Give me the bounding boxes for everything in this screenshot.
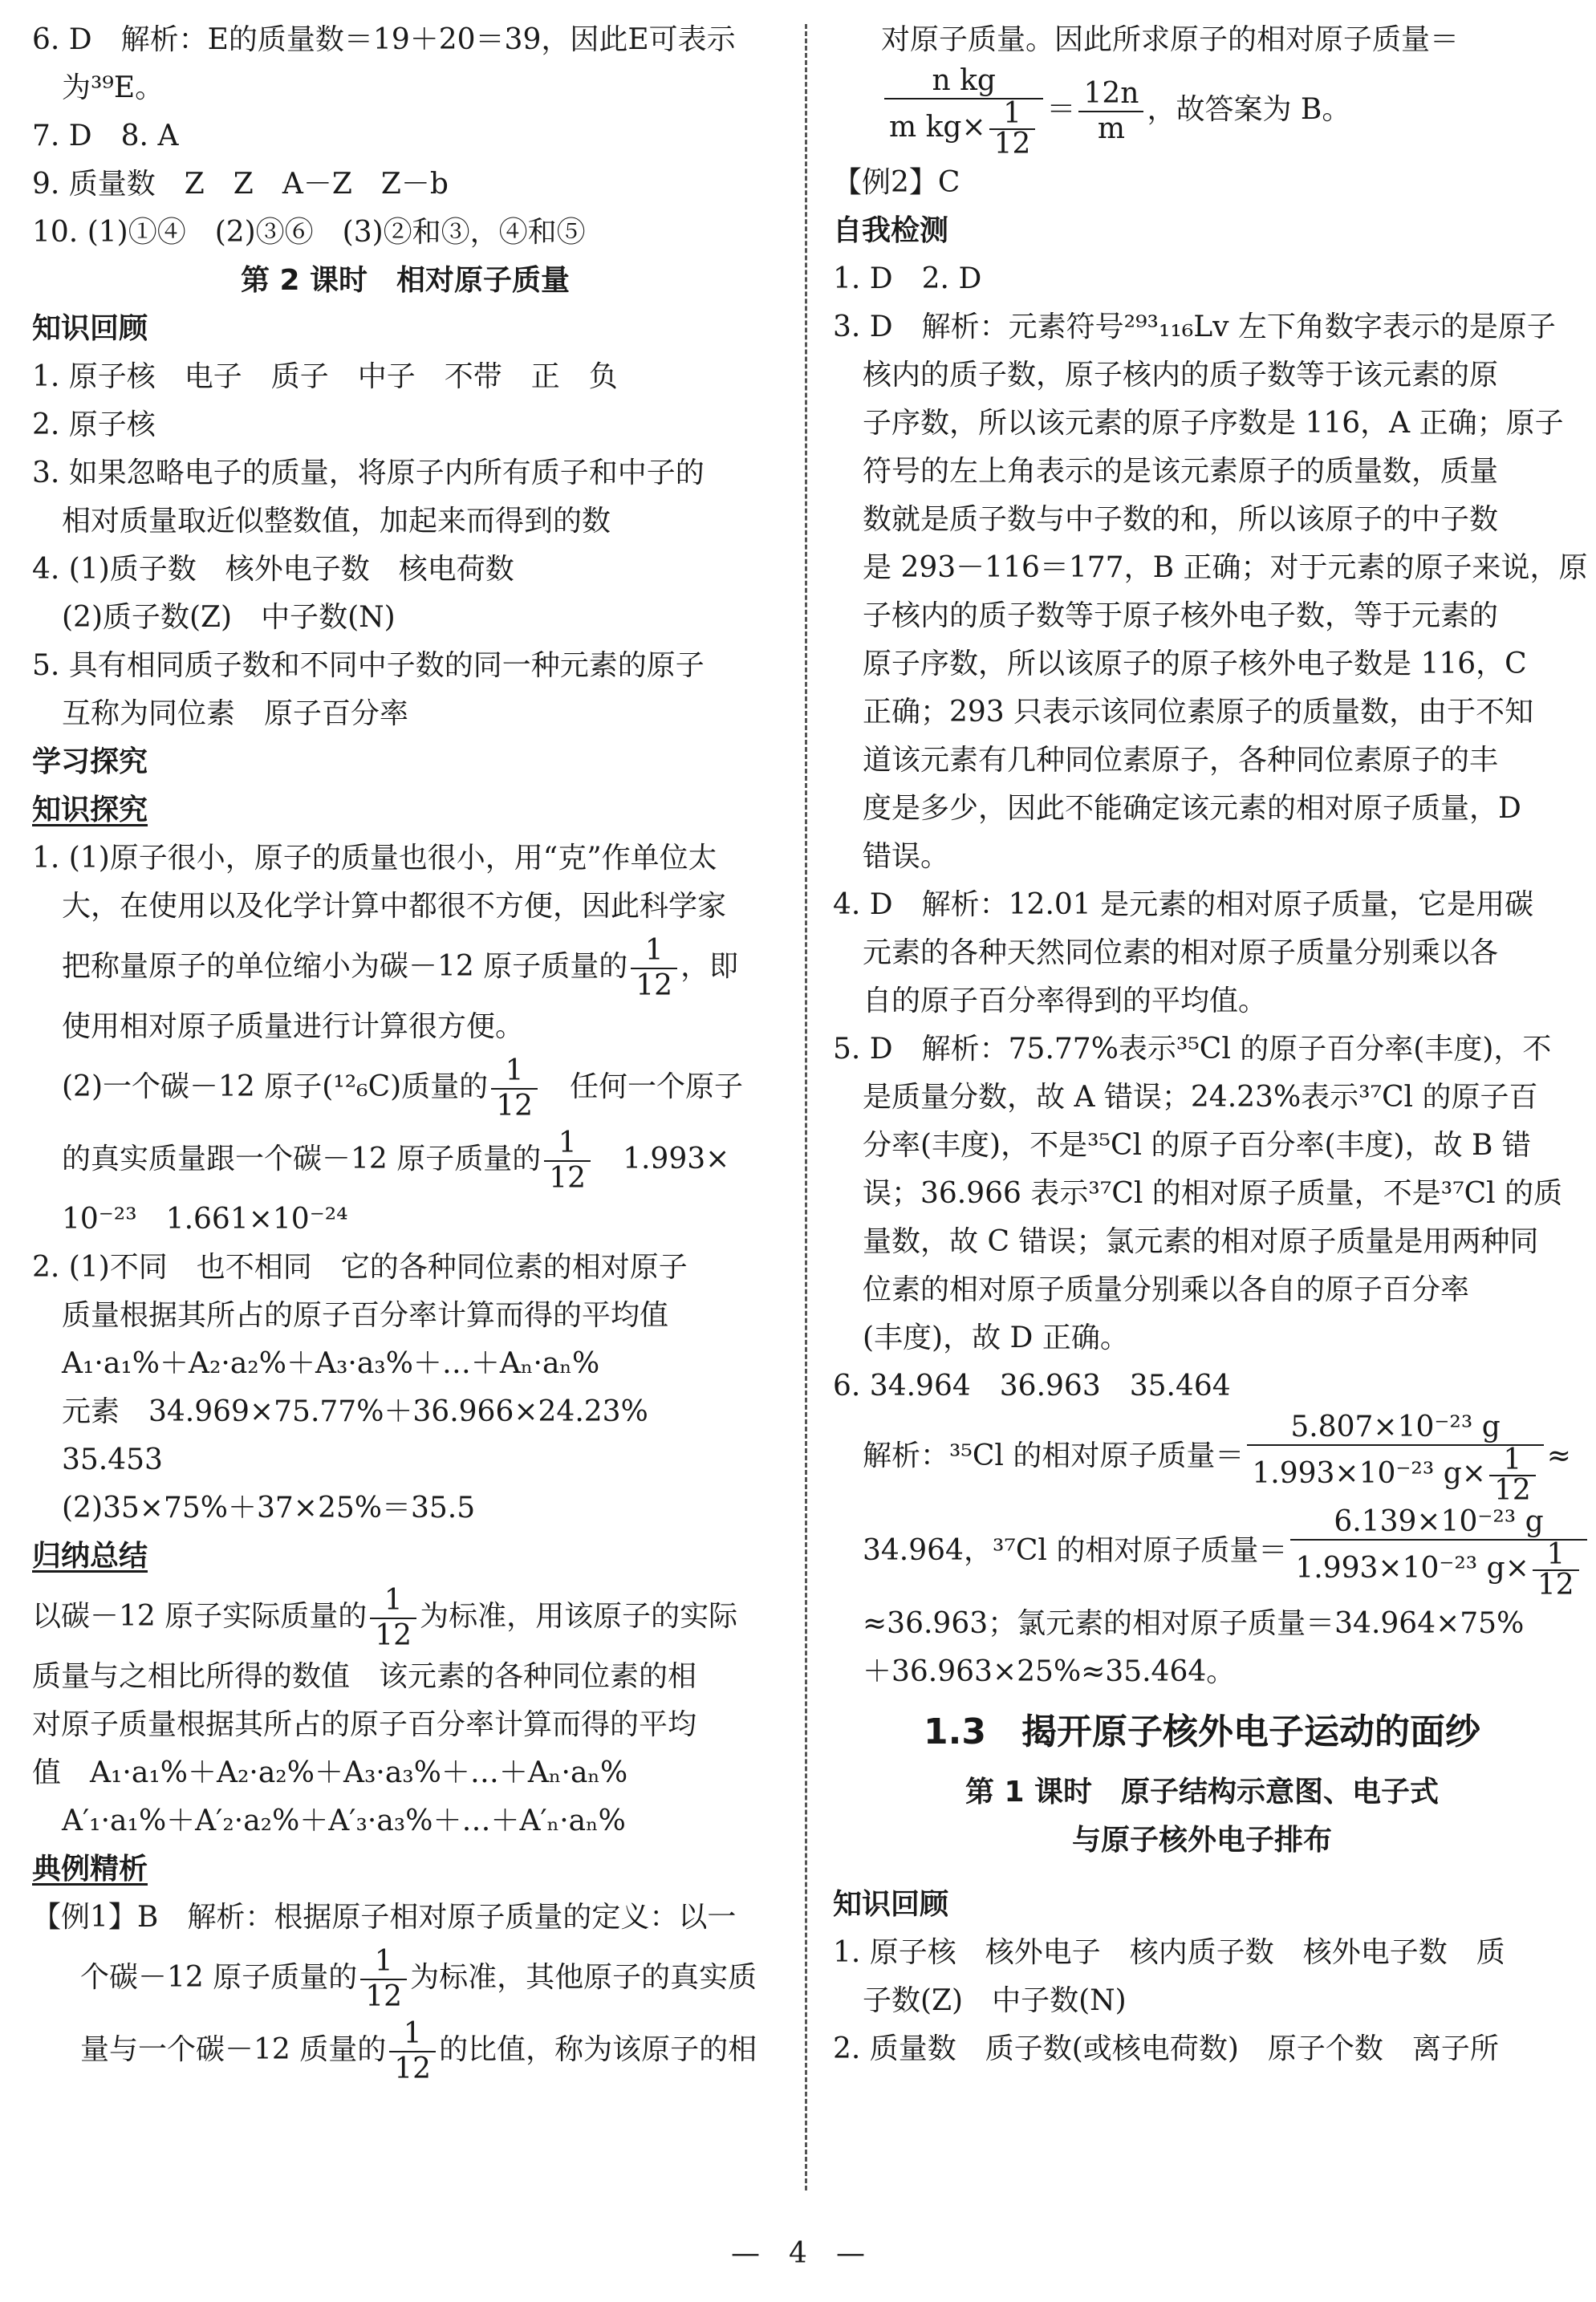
answer-line: 2. 质量数 质子数(或核电荷数) 原子个数 离子所 <box>833 2032 1499 2065</box>
answer-line <box>32 1123 778 1196</box>
formula-line <box>833 64 1571 159</box>
text-span: 1.993×10⁻²³ g× <box>1252 1457 1486 1490</box>
answer-line: (2)35×75%＋37×25%＝35.5 <box>62 1492 476 1525</box>
fraction <box>370 1584 416 1653</box>
fraction <box>989 99 1036 159</box>
fraction-denominator: 12 <box>394 2052 432 2085</box>
text-span: m kg× <box>889 111 986 144</box>
formula-line <box>833 1505 1574 1602</box>
fraction-numerator: 1 <box>544 1127 591 1162</box>
fraction-denominator <box>884 99 1043 159</box>
summary-line: 质量与之相比所得的数值 该元素的各种同位素的相 <box>32 1660 697 1693</box>
lesson-title: 与原子核外电子排布 <box>1071 1824 1332 1857</box>
answer-line: (2)质子数(Z) 中子数(N) <box>62 601 396 634</box>
answer-line: 是质量分数，故 A 错误；24.23%表示³⁷Cl 的原子百 <box>863 1081 1538 1114</box>
answer-line: 自的原子百分率得到的平均值。 <box>863 985 1268 1017</box>
answer-line: 3. D 解析：元素符号²⁹³₁₁₆Lv 左下角数字表示的是原子 <box>833 311 1556 343</box>
answer-line: 4. D 解析：12.01 是元素的相对原子质量，它是用碳 <box>833 888 1534 921</box>
answer-line <box>32 1051 778 1123</box>
fraction-numerator: 5.807×10⁻²³ g <box>1247 1411 1543 1446</box>
text-span: 的真实质量跟一个碳－12 原子质量的 <box>62 1143 542 1175</box>
fraction-numerator: 1 <box>360 1945 407 1980</box>
fraction-numerator: 1 <box>491 1054 538 1090</box>
answer-line: 3. 如果忽略电子的质量，将原子内所有质子和中子的 <box>32 457 705 489</box>
fraction-numerator: 1 <box>389 2017 436 2052</box>
answer-line: 量数，故 C 错误；氯元素的相对原子质量是用两种同 <box>863 1225 1539 1258</box>
fraction <box>884 64 1043 159</box>
text-span: 以碳－12 原子实际质量的 <box>32 1600 368 1633</box>
answer-line: 5. D 解析：75.77%表示³⁵Cl 的原子百分率(丰度)，不 <box>833 1033 1552 1066</box>
text-span: 量与一个碳－12 质量的 <box>80 2033 387 2066</box>
fraction-numerator: 1 <box>370 1584 416 1619</box>
answer-line: 1. 原子核 核外电子 核内质子数 核外电子数 质 <box>833 1936 1505 1969</box>
fraction-numerator: n kg <box>884 64 1043 99</box>
answer-line: 核内的质子数，原子核内的质子数等于该元素的原 <box>863 359 1499 392</box>
answer-line: 9. 质量数 Z Z A－Z Z－b <box>32 168 449 201</box>
lesson-title: 第 2 课时 相对原子质量 <box>240 264 571 297</box>
answer-line: 子数(Z) 中子数(N) <box>863 1984 1127 2017</box>
section-heading: 自我检测 <box>833 214 949 247</box>
section-heading: 学习探究 <box>32 745 148 778</box>
fraction <box>1533 1538 1579 1602</box>
text-span: 任何一个原子 <box>541 1070 744 1103</box>
answer-line: 元素的各种天然同位素的相对原子质量分别乘以各 <box>863 936 1499 969</box>
answer-line: 10. (1)①④ (2)③⑥ (3)②和③，④和⑤ <box>32 216 586 249</box>
text-span: ，即 <box>680 950 739 983</box>
fraction-numerator: 1 <box>1489 1446 1536 1476</box>
fraction-denominator: 12 <box>1493 1474 1531 1507</box>
answer-line: 位素的相对原子质量分别乘以各自的原子百分率 <box>863 1273 1470 1306</box>
text-span: 解析：³⁵Cl 的相对原子质量＝ <box>863 1439 1245 1472</box>
text-span: 个碳－12 原子质量的 <box>80 1961 358 1994</box>
fraction-denominator <box>1247 1443 1543 1507</box>
answer-line: 互称为同位素 原子百分率 <box>62 697 409 730</box>
answer-line: 正确；293 只表示该同位素原子的质量数，由于不知 <box>863 696 1534 729</box>
answer-line: ≈36.963；氯元素的相对原子质量＝34.964×75% <box>863 1607 1525 1640</box>
summary-line: 对原子质量根据其所占的原子百分率计算而得的平均 <box>32 1708 697 1741</box>
section-heading: 典例精析 <box>32 1853 148 1886</box>
answer-line: 符号的左上角表示的是该元素原子的质量数，质量 <box>863 455 1499 488</box>
text-span: 1.993× <box>594 1143 730 1175</box>
text-span: 的比值，称为该原子的相 <box>439 2033 757 2066</box>
formula-line: A₁·a₁%＋A₂·a₂%＋A₃·a₃%＋…＋Aₙ·aₙ% <box>62 1347 600 1380</box>
example-line: 【例1】B 解析：根据原子相对原子质量的定义：以一 <box>32 1901 737 1934</box>
text-span: 1.993×10⁻²³ g× <box>1295 1552 1529 1585</box>
fraction-numerator: 1 <box>989 99 1036 130</box>
fraction-denominator: 12 <box>365 1980 403 2013</box>
answer-line: 2. 原子核 <box>32 408 156 441</box>
answer-line: 1. 原子核 电子 质子 中子 不带 正 负 <box>32 360 618 393</box>
page-number: — 4 — <box>731 2237 865 2270</box>
text-span: (2)一个碳－12 原子(¹²₆C)质量的 <box>62 1070 489 1103</box>
fraction-denominator <box>1290 1538 1586 1602</box>
fraction-denominator: 12 <box>636 969 673 1002</box>
fraction-numerator: 1 <box>631 934 677 969</box>
answer-line: 35.453 <box>62 1443 163 1476</box>
answer-line: 元素 34.969×75.77%＋36.966×24.23% <box>62 1395 648 1428</box>
section-heading: 知识探究 <box>32 794 148 826</box>
answer-line: 为³⁹E。 <box>62 71 164 104</box>
answer-line: 6. D 解析：E的质量数＝19＋20＝39，因此E可表示 <box>32 23 736 56</box>
answer-line: 大，在使用以及化学计算中都很不方便，因此科学家 <box>62 890 727 923</box>
fraction-numerator: 12n <box>1078 77 1143 112</box>
fraction <box>360 1945 407 2014</box>
fraction-numerator: 1 <box>1533 1541 1579 1571</box>
answer-line: 7. D 8. A <box>32 120 179 152</box>
left-column <box>32 16 778 2086</box>
text-span: 把称量原子的单位缩小为碳－12 原子质量的 <box>62 950 628 983</box>
text-span: 为标准，用该原子的实际 <box>420 1600 738 1633</box>
fraction-denominator: 12 <box>993 128 1031 160</box>
answer-line: 度是多少，因此不能确定该元素的相对原子质量，D <box>863 792 1521 825</box>
answer-line: 分率(丰度)，不是³⁵Cl 的原子百分率(丰度)，故 B 错 <box>863 1129 1531 1162</box>
fraction <box>1078 77 1143 146</box>
fraction-numerator: 6.139×10⁻²³ g <box>1290 1505 1586 1541</box>
fraction <box>491 1054 538 1123</box>
lesson-title: 第 1 课时 原子结构示意图、电子式 <box>965 1776 1440 1809</box>
right-column <box>833 16 1588 2073</box>
answer-line: 5. 具有相同质子数和不同中子数的同一种元素的原子 <box>32 649 705 682</box>
example-line: 对原子质量。因此所求原子的相对原子质量＝ <box>881 23 1460 56</box>
fraction <box>1247 1411 1543 1505</box>
text-span: 为标准，其他原子的真实质 <box>410 1961 757 1994</box>
summary-line <box>32 1581 778 1653</box>
column-divider <box>805 24 807 2190</box>
answer-line: 误；36.966 表示³⁷Cl 的相对原子质量，不是³⁷Cl 的质 <box>863 1177 1563 1210</box>
section-heading: 归纳总结 <box>32 1540 148 1573</box>
example-line <box>32 2014 778 2086</box>
fraction <box>544 1127 591 1196</box>
text-span: ，故答案为 B。 <box>1147 93 1351 126</box>
text-span: ＝ <box>1046 93 1076 126</box>
formula-line <box>833 1411 1571 1505</box>
answer-line: 4. (1)质子数 核外电子数 核电荷数 <box>32 553 514 586</box>
answer-line: 错误。 <box>863 840 950 873</box>
answer-line: 1. (1)原子很小，原子的质量也很小，用“克”作单位太 <box>32 842 717 875</box>
text-span: ≈ <box>1546 1439 1571 1472</box>
answer-line: 是 293－116＝177，B 正确；对于元素的原子来说，原 <box>863 551 1588 584</box>
answer-line: (丰度)，故 D 正确。 <box>863 1322 1129 1354</box>
fraction-denominator: 12 <box>549 1162 587 1195</box>
answer-line: 10⁻²³ 1.661×10⁻²⁴ <box>62 1203 348 1236</box>
fraction-denominator: 12 <box>375 1619 412 1652</box>
answer-line: 相对质量取近似整数值，加起来而得到的数 <box>62 505 611 538</box>
answer-line: 道该元素有几种同位素原子，各种同位素原子的丰 <box>863 744 1499 777</box>
answer-line: 原子序数，所以该原子的原子核外电子数是 116，C <box>863 648 1527 680</box>
answer-line <box>32 931 778 1003</box>
text-span: 34.964，³⁷Cl 的相对原子质量＝ <box>863 1534 1288 1567</box>
chapter-section-title: 1.3 揭开原子核外电子运动的面纱 <box>924 1711 1480 1752</box>
answer-line: 使用相对原子质量进行计算很方便。 <box>62 1010 525 1043</box>
answer-line: 子核内的质子数等于原子核外电子数，等于元素的 <box>863 599 1499 632</box>
answer-line: 质量根据其所占的原子百分率计算而得的平均值 <box>62 1299 669 1332</box>
section-heading: 知识回顾 <box>32 312 148 345</box>
summary-line: A′₁·a₁%＋A′₂·a₂%＋A′₃·a₃%＋…＋A′ₙ·aₙ% <box>62 1805 626 1837</box>
answer-line: 6. 34.964 36.963 35.464 <box>833 1370 1231 1403</box>
section-heading: 知识回顾 <box>833 1888 949 1921</box>
fraction <box>631 934 677 1003</box>
answer-line: 子序数，所以该元素的原子序数是 116，A 正确；原子 <box>863 407 1564 440</box>
answer-line: ＋36.963×25%≈35.464。 <box>863 1655 1236 1688</box>
fraction <box>389 2017 436 2086</box>
fraction <box>1290 1505 1586 1600</box>
fraction-denominator: 12 <box>1537 1569 1574 1602</box>
example-line: 【例2】C <box>833 166 960 199</box>
answer-line: 1. D 2. D <box>833 262 982 295</box>
answer-line: 数就是质子数与中子数的和，所以该原子的中子数 <box>863 503 1499 536</box>
fraction <box>1489 1443 1536 1507</box>
fraction-denominator: 12 <box>496 1090 533 1123</box>
example-line <box>32 1942 778 2014</box>
answer-line: 2. (1)不同 也不相同 它的各种同位素的相对原子 <box>32 1251 688 1284</box>
fraction-denominator: m <box>1097 112 1125 145</box>
summary-line: 值 A₁·a₁%＋A₂·a₂%＋A₃·a₃%＋…＋Aₙ·aₙ% <box>32 1756 628 1789</box>
